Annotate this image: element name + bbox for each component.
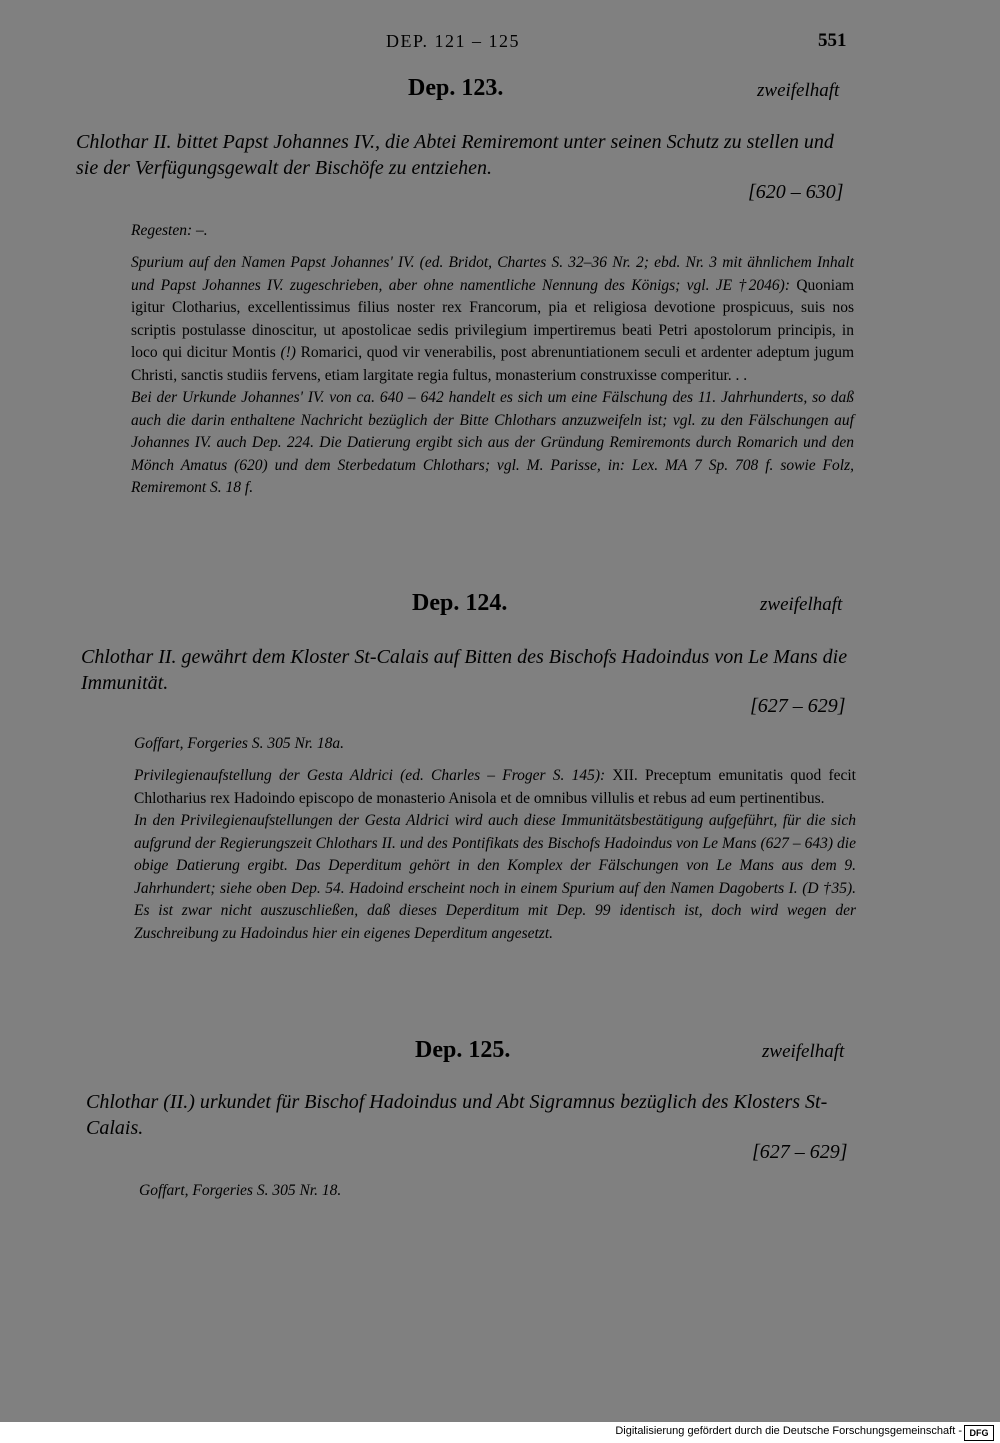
source-quote: Quoniam igitur Clotharius, excellentissimus filius noster rex Francorum, pia et religiosa devotione prospicuus, suis nos scriptis postulasse dinoscitur, ut apostolicae sedis privilegium impertiremus beati Petri apostolorum principis, in loco qui dicitur Montis (131, 276, 854, 361)
source-quote: XII. Preceptum emunitatis quod fecit Chlotharius rex Hadoindo episcopo de monasterio Anisola et de omnibus villulis et rebus ad eum pertinentibus. (134, 767, 856, 807)
entry-summary-dep-123: Chlothar II. bittet Papst Johannes IV., die Abtei Remiremont unter seinen Schutz zu stellen und sie der Verfügungsgewalt der Bischöfe zu entziehen. (76, 131, 834, 179)
entry-date-dep-123: [620 – 630] (748, 181, 844, 203)
entry-date-dep-124: [627 – 629] (750, 695, 846, 717)
entry-summary-dep-125: Chlothar (II.) urkundet für Bischof Hadoindus und Abt Sigramnus bezüglich des Klosters St-Calais. (86, 1091, 828, 1139)
entry-status-dep-123: zweifelhaft (757, 80, 840, 101)
entry-body-dep-124 (134, 765, 856, 945)
entry-title-dep-124: Dep. 124. (412, 590, 508, 616)
source-citation: Spurium auf den Namen Papst Johannes' IV. (ed. Bridot, Chartes S. 32–36 Nr. 2; ebd. Nr. 3 mit ähnlichem Inhalt und Papst Johannes IV. zugeschrieben, aber ohne namentliche Nennung des Königs; vgl. JE †2046): (131, 254, 854, 294)
sic-marker: (!) (280, 344, 296, 361)
entry-regesten-dep-125: Goffart, Forgeries S. 305 Nr. 18. (139, 1182, 342, 1199)
entry-body-dep-123 (131, 252, 854, 500)
commentary-paragraph: In den Privilegienaufstellungen der Gesta Aldrici wird auch diese Immunitätsbestätigung aufgeführt, für die sich aufgrund der Regierungszeit Chlothars II. und des Pontifikats des Bischofs Hadoindus von Le Mans (627 – 643) die obige Datierung ergibt. Das Deperditum gehört in den Komplex der Fälschungen von Le Mans aus dem 9. Jahrhundert; siehe oben Dep. 54. Hadoind erscheint noch in einem Spurium auf den Namen Dagoberts I. (D †35). Es ist zwar nicht auszuschließen, daß dieses Deperditum mit Dep. 99 identisch ist, doch wird wegen der Zuschreibung zu Hadoindus hier ein eigenes Deperditum angesetzt. (134, 812, 856, 942)
commentary-paragraph: Bei der Urkunde Johannes' IV. von ca. 640 – 642 handelt es sich um eine Fälschung des 11. Jahrhunderts, so daß auch die darin enthaltene Nachricht bezüglich der Bitte Chlothars anzuzweifeln ist; vgl. zu den Fälschungen auf Johannes IV. auch Dep. 224. Die Datierung ergibt sich aus der Gründung Remiremonts durch Romarich und den Mönch Amatus (620) und dem Sterbedatum Chlothars; vgl. M. Parisse, in: Lex. MA 7 Sp. 708 f. sowie Folz, Remiremont S. 18 f. (131, 389, 854, 496)
entry-regesten-dep-124: Goffart, Forgeries S. 305 Nr. 18a. (134, 735, 344, 752)
entry-status-dep-125: zweifelhaft (762, 1041, 845, 1062)
dfg-logo: DFG (964, 1425, 994, 1441)
source-citation: Privilegienaufstellung der Gesta Aldrici (ed. Charles – Froger S. 145): (134, 767, 606, 784)
entry-title-dep-123: Dep. 123. (408, 75, 504, 101)
source-quote-continued: Romarici, quod vir venerabilis, post abrenuntiationem seculi et ardenter adeptum jugum Christi, sanctis studiis fervens, etiam largitate regia fultus, monasterium construxisse comperitur. . . (131, 344, 854, 384)
entry-title-dep-125: Dep. 125. (415, 1037, 511, 1063)
page-number: 551 (818, 30, 847, 51)
running-head: DEP. 121 – 125 (386, 31, 521, 51)
entry-status-dep-124: zweifelhaft (760, 594, 843, 615)
entry-regesten-dep-123: Regesten: –. (131, 222, 208, 239)
entry-summary-dep-124: Chlothar II. gewährt dem Kloster St-Calais auf Bitten des Bischofs Hadoindus von Le Mans die Immunität. (81, 646, 848, 694)
funding-credit: Digitalisierung gefördert durch die Deutsche Forschungsgemeinschaft - (615, 1425, 962, 1437)
source-paragraph (134, 765, 856, 810)
entry-date-dep-125: [627 – 629] (752, 1141, 848, 1163)
source-paragraph (131, 252, 854, 387)
footer-bar (0, 1422, 1000, 1443)
